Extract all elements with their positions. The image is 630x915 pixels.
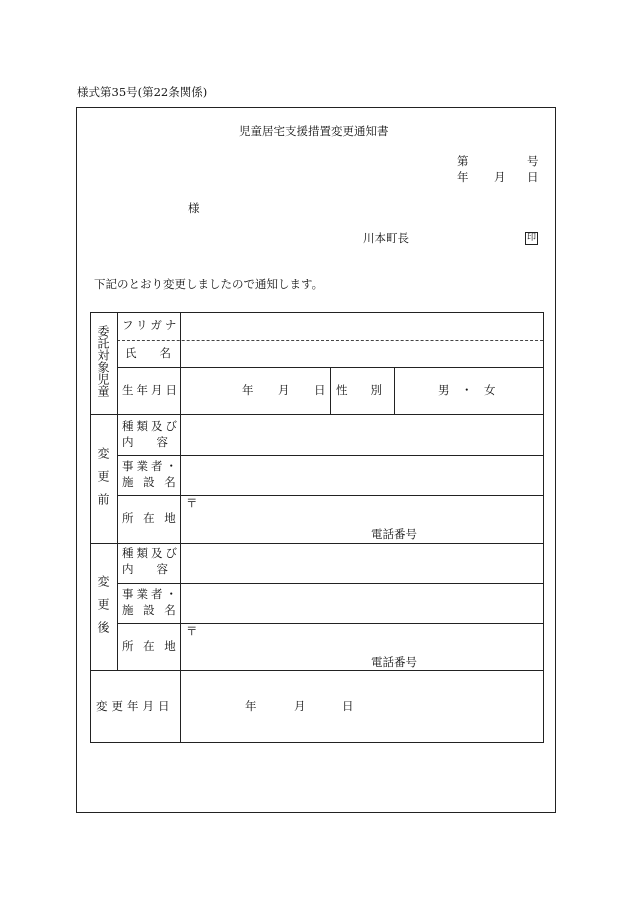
after-kind-label-2: 内 容	[122, 562, 168, 576]
after-provider-label-1: 事業者・	[122, 587, 180, 601]
change-date-day: 日	[342, 699, 354, 713]
before-provider-label-2: 施 設 名	[122, 475, 179, 489]
sex-options: 男 ・ 女	[438, 383, 496, 397]
issuer-name: 川本町長	[363, 231, 409, 245]
document-title: 児童居宅支援措置変更通知書	[239, 124, 389, 138]
before-postal-mark: 〒	[186, 496, 198, 510]
intro-text: 下記のとおり変更しましたので通知します。	[94, 277, 324, 291]
after-provider-label-2: 施 設 名	[122, 603, 179, 617]
change-date-label: 変更年月日	[96, 699, 174, 713]
change-date-year: 年	[245, 699, 257, 713]
after-phone-label: 電話番号	[371, 655, 417, 669]
after-address-label: 所 在 地	[122, 639, 179, 653]
doc-date-day: 日	[527, 170, 539, 184]
child-section-divider	[90, 414, 544, 415]
dob-day: 日	[314, 383, 326, 397]
addressee-suffix: 様	[188, 201, 200, 215]
sex-label: 性 別	[336, 383, 382, 397]
after-section-label: 変更後	[96, 575, 110, 644]
doc-date-month: 月	[494, 170, 506, 184]
sex-label-left-divider	[330, 367, 331, 414]
before-section-divider	[90, 543, 544, 544]
after-postal-mark: 〒	[186, 624, 198, 638]
sex-label-right-divider	[394, 367, 395, 414]
child-section-label: 委託対象児童	[96, 325, 110, 397]
furigana-label: フリガナ	[122, 318, 180, 332]
label-column-divider	[180, 312, 181, 743]
doc-number-prefix: 第	[457, 154, 469, 168]
before-kind-label-2: 内 容	[122, 435, 168, 449]
notice-table	[90, 312, 544, 743]
dob-year: 年	[242, 383, 254, 397]
seal-mark: 印	[527, 233, 537, 243]
form-number: 様式第35号(第22条関係)	[77, 85, 208, 99]
before-section-label: 変更前	[96, 447, 110, 516]
name-label: 氏 名	[125, 346, 171, 360]
dob-month: 月	[278, 383, 290, 397]
before-provider-label-1: 事業者・	[122, 459, 180, 473]
section-column-divider	[117, 312, 118, 670]
after-section-divider	[90, 670, 544, 671]
dob-label: 生年月日	[122, 383, 180, 397]
before-phone-label: 電話番号	[371, 527, 417, 541]
change-date-month: 月	[294, 699, 306, 713]
doc-date-year: 年	[457, 170, 469, 184]
before-address-label: 所 在 地	[122, 511, 179, 525]
before-kind-label-1: 種類及び	[122, 419, 180, 433]
after-kind-label-1: 種類及び	[122, 546, 180, 560]
doc-number-suffix: 号	[527, 154, 539, 168]
